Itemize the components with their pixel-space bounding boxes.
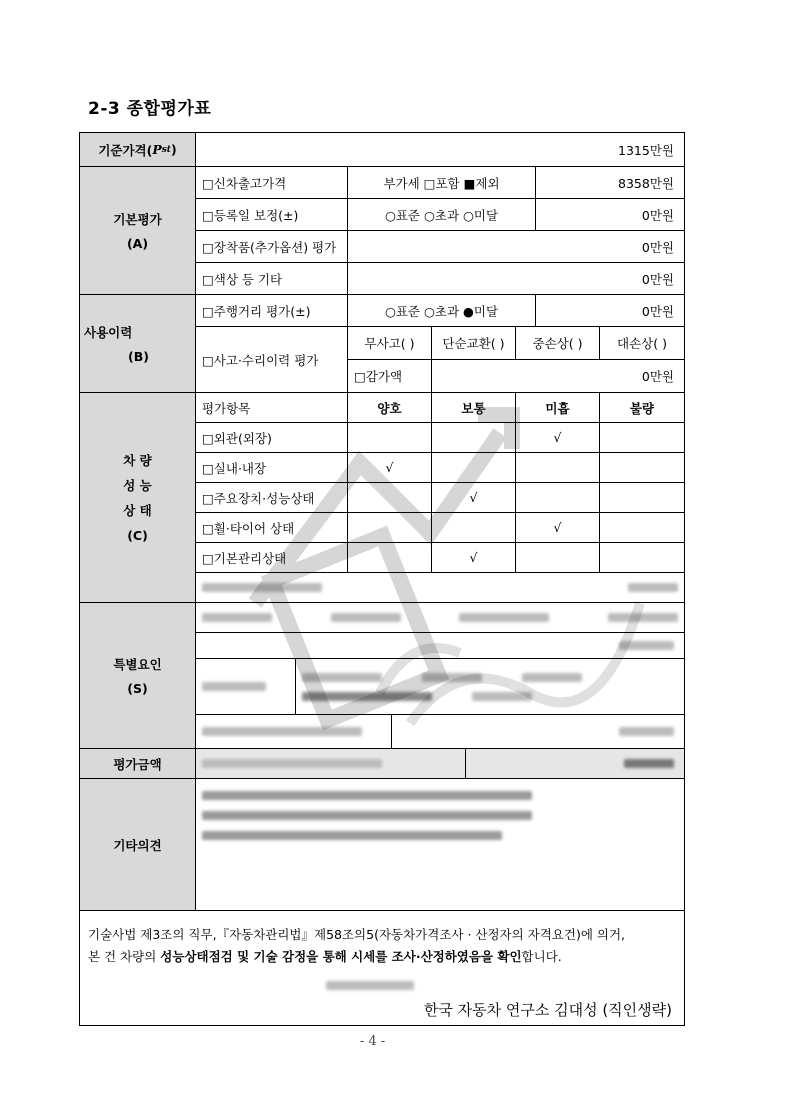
performance-row-4-item: □기본관리상태 <box>196 543 348 573</box>
deduct-value: 0만원 <box>432 360 684 393</box>
performance-row-3-grade-2 <box>432 513 516 543</box>
performance-header-2: 보통 <box>432 393 516 423</box>
evaluation-table <box>79 132 685 1026</box>
performance-label-1: 성 능 <box>123 477 152 493</box>
performance-row-1-grade-3 <box>516 453 600 483</box>
base-price-symbol: P <box>152 142 162 157</box>
performance-row-0-grade-4 <box>600 423 684 453</box>
special-row-3-value <box>392 715 684 749</box>
performance-row-2-grade-1 <box>348 483 432 513</box>
performance-row-4-grade-3 <box>516 543 600 573</box>
statement-line-2c: 합니다. <box>521 949 562 964</box>
amount-value <box>466 749 684 779</box>
performance-row-4-grade-1 <box>348 543 432 573</box>
special-label <box>80 603 196 749</box>
basic-row-2-item: □장착품(추가옵션) 평가 <box>196 231 348 263</box>
opinion-label: 기타의견 <box>80 779 196 911</box>
performance-row-3-grade-1 <box>348 513 432 543</box>
performance-row-1-grade-4 <box>600 453 684 483</box>
signer: 한국 자동차 연구소 김대성 (직인생략) <box>423 1001 672 1019</box>
performance-label-3: (C) <box>127 527 148 543</box>
performance-row-2-grade-3 <box>516 483 600 513</box>
basic-row-3-item: □색상 등 기타 <box>196 263 348 295</box>
amount-formula <box>196 749 466 779</box>
mileage-mid: ○표준 ○초과 ●미달 <box>348 295 536 327</box>
basic-row-0-mid: 부가세 □포함 ■제외 <box>348 167 536 199</box>
performance-row-2-item: □주요장치·성능상태 <box>196 483 348 513</box>
special-row-0 <box>196 603 684 633</box>
special-row-1 <box>196 633 684 659</box>
usage-code: (B) <box>128 349 149 364</box>
performance-blurred-row <box>196 573 684 603</box>
basic-row-1-value: 0만원 <box>536 199 684 231</box>
base-price-label <box>80 133 196 167</box>
deduct-label: □감가액 <box>348 360 432 393</box>
special-label-text: 특별요인 <box>113 657 162 672</box>
basic-row-2-value: 0만원 <box>348 231 684 263</box>
performance-row-0-grade-1 <box>348 423 432 453</box>
accident-option-1: 단순교환( ) <box>432 327 516 360</box>
performance-row-3-grade-4 <box>600 513 684 543</box>
statement-line-2 <box>88 947 562 965</box>
performance-header-3: 미흡 <box>516 393 600 423</box>
performance-row-2-grade-2: √ <box>432 483 516 513</box>
statement-line-1: 기술사법 제3조의 직무,『자동차관리법』제58조의5(자동차가격조사 · 산정자의 자격요건)에 의거, <box>88 927 626 942</box>
performance-label-2: 상 태 <box>123 502 152 518</box>
opinion-body <box>196 779 684 911</box>
usage-label-text: 사용이력 <box>84 325 133 340</box>
accident-option-0: 무사고( ) <box>348 327 432 360</box>
usage-label <box>80 295 196 393</box>
mileage-item: □주행거리 평가(±) <box>196 295 348 327</box>
basic-row-0-item: □신차출고가격 <box>196 167 348 199</box>
basic-eval-label <box>80 167 196 295</box>
statement-line-2a: 본 건 차량의 <box>88 949 161 964</box>
amount-label: 평가금액 <box>80 749 196 779</box>
performance-row-3-item: □휠·타이어 상태 <box>196 513 348 543</box>
basic-row-1-mid: ○표준 ○초과 ○미달 <box>348 199 536 231</box>
statement-line-2b: 성능상태점검 및 기술 감정을 통해 시세를 조사·산정하였음을 확인 <box>160 949 522 964</box>
performance-label-0: 차 량 <box>123 452 152 468</box>
performance-row-1-grade-1: √ <box>348 453 432 483</box>
base-price-label-text: 기준가격( <box>98 142 153 158</box>
performance-row-0-grade-2 <box>432 423 516 453</box>
special-row-2-label <box>196 659 296 715</box>
page-title: 2-3 종합평가표 <box>88 99 212 119</box>
performance-row-4-grade-2: √ <box>432 543 516 573</box>
mileage-value: 0만원 <box>536 295 684 327</box>
base-price-sub: st <box>161 144 171 155</box>
basic-row-3-value: 0만원 <box>348 263 684 295</box>
accident-option-2: 중손상( ) <box>516 327 600 360</box>
special-code: (S) <box>127 681 148 696</box>
page-number: - 4 - <box>360 1034 386 1049</box>
performance-row-4-grade-4 <box>600 543 684 573</box>
special-row-2-detail <box>296 659 684 715</box>
performance-row-0-grade-3: √ <box>516 423 600 453</box>
basic-eval-label-text: 기본평가 <box>113 212 162 227</box>
performance-row-1-grade-2 <box>432 453 516 483</box>
accident-option-3: 대손상( ) <box>600 327 684 360</box>
base-price-value: 1315만원 <box>196 133 684 167</box>
performance-header-1: 양호 <box>348 393 432 423</box>
basic-row-1-item: □등록일 보정(±) <box>196 199 348 231</box>
base-price-close: ) <box>170 142 177 157</box>
performance-row-3-grade-3: √ <box>516 513 600 543</box>
performance-row-2-grade-4 <box>600 483 684 513</box>
basic-row-0-value: 8358만원 <box>536 167 684 199</box>
performance-row-1-item: □실내·내장 <box>196 453 348 483</box>
performance-header-4: 불량 <box>600 393 684 423</box>
special-row-3-label <box>196 715 392 749</box>
performance-header-0: 평가항목 <box>196 393 348 423</box>
blurred-date <box>326 975 414 994</box>
accident-item: □사고·수리이력 평가 <box>196 327 348 393</box>
performance-label <box>80 393 196 603</box>
performance-row-0-item: □외관(외장) <box>196 423 348 453</box>
basic-eval-code: (A) <box>126 236 149 251</box>
